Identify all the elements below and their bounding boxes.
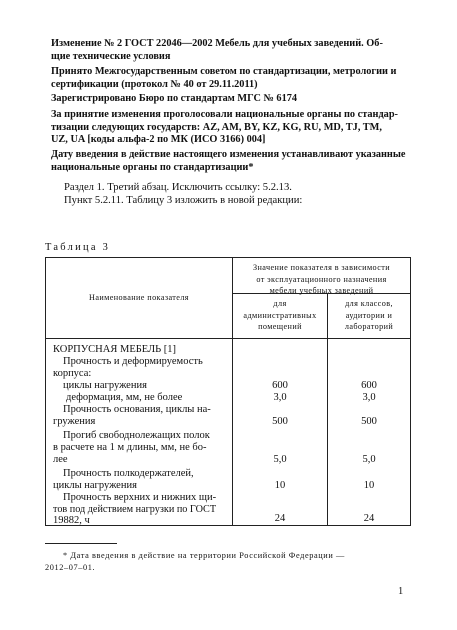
table-cell-classes: 3,0 — [362, 392, 376, 403]
effective-date-line: Дату введения в действие настоящего изменения устанавливают указанные — [51, 149, 406, 160]
amendment-title — [51, 38, 407, 63]
table-row: циклы нагружения — [63, 380, 147, 391]
column-header-admin — [233, 298, 327, 333]
table-cell-classes: 600 — [361, 380, 377, 391]
table-cell-classes: 24 — [363, 513, 375, 524]
table-row: в расчете на 1 м длины, мм, не бо- — [53, 442, 207, 453]
instruction-section-1: Раздел 1. Третий абзац. Исключить ссылку: 5.2.13. — [64, 182, 292, 193]
table-cell-admin: 500 — [272, 416, 288, 427]
column-header-classes-line: лабораторий — [344, 322, 394, 331]
table-cell-admin: 10 — [274, 480, 286, 491]
footnote-line: 2012–07–01. — [45, 563, 96, 572]
table-cell-classes: 10 — [363, 480, 375, 491]
table-cell-admin: 24 — [274, 513, 286, 524]
footnote-line: * Дата введения в действие на территории Российской Федерации — — [63, 551, 345, 560]
table-row: Прочность полкодержателей, — [63, 468, 194, 479]
amendment-title-line: щие технические условия — [51, 50, 171, 62]
table-row: гружения — [53, 416, 96, 427]
adopted-by — [51, 66, 407, 91]
table-row: 19882, ч — [53, 515, 90, 526]
table-row: деформация, мм, не более — [66, 392, 183, 403]
column-group-header — [233, 262, 410, 297]
registered-note — [51, 93, 407, 106]
table-cell-admin: 600 — [272, 380, 288, 391]
column-header-indicator — [46, 292, 232, 304]
column-header-admin-line: для — [273, 299, 287, 308]
column-header-classes — [328, 298, 410, 333]
column-group-header-line: Значение показателя в зависимости — [252, 263, 391, 272]
table-cell-admin: 3,0 — [273, 392, 287, 403]
voted-note — [51, 109, 407, 147]
table-row: циклы нагружения — [53, 480, 137, 491]
table-row: лее — [53, 454, 68, 465]
adopted-by-line: сертификации (протокол № 40 от 29.11.2011) — [51, 78, 258, 90]
amendment-title-line: Изменение № 2 ГОСТ 22046—2002 Мебель для учебных заведений. Об- — [51, 38, 383, 49]
column-header-classes-line: аудитории и — [345, 310, 393, 320]
column-header-indicator-label: Наименование показателя — [89, 293, 189, 302]
voted-line: тизации следующих государств: AZ, AM, BY, KZ, KG, RU, MD, TJ, TM, — [51, 121, 382, 133]
voted-line: За принятие изменения проголосовали национальные органы по стандар- — [51, 109, 398, 120]
data-table — [45, 257, 411, 526]
table-row: Прочность основания, циклы на- — [63, 404, 211, 415]
column-group-header-line: мебели учебных заведений — [269, 286, 374, 295]
voted-line: UZ, UA [коды альфа-2 по МК (ИСО 3166) 004] — [51, 134, 266, 146]
instruction-item-5-2-11: Пункт 5.2.11. Таблицу 3 изложить в новой редакции: — [64, 195, 303, 206]
column-header-classes-line: для классов, — [345, 299, 393, 308]
table-cell-classes: 500 — [361, 416, 377, 427]
table-row: Прочность верхних и нижних щи- — [63, 492, 217, 503]
table-row: Прочность и деформируемость — [63, 356, 203, 367]
footnote — [45, 550, 410, 574]
table-row: тов под действием нагрузки по ГОСТ — [53, 504, 217, 515]
table-row: корпуса: — [53, 368, 92, 379]
registered-line: Зарегистрировано Бюро по стандартам МГС № 6174 — [51, 93, 298, 104]
effective-date-note — [51, 149, 407, 174]
table-row: Прогиб свободнолежащих полок — [63, 430, 210, 441]
column-group-header-line: от эксплуатационного назначения — [256, 274, 387, 284]
adopted-by-line: Принято Межгосударственным советом по стандартизации, метрологии и — [51, 66, 397, 77]
table-cell-admin: 5,0 — [273, 454, 287, 465]
footnote-divider — [45, 543, 117, 544]
table-divider — [46, 338, 410, 339]
table-caption: Таблица 3 — [45, 242, 111, 253]
table-cell-classes: 5,0 — [362, 454, 376, 465]
table-row: КОРПУСНАЯ МЕБЕЛЬ [1] — [53, 344, 177, 355]
column-header-admin-line: административных — [243, 310, 317, 320]
page-number: 1 — [398, 586, 404, 597]
effective-date-line: национальные органы по стандартизации* — [51, 161, 254, 173]
column-header-admin-line: помещений — [258, 322, 302, 331]
